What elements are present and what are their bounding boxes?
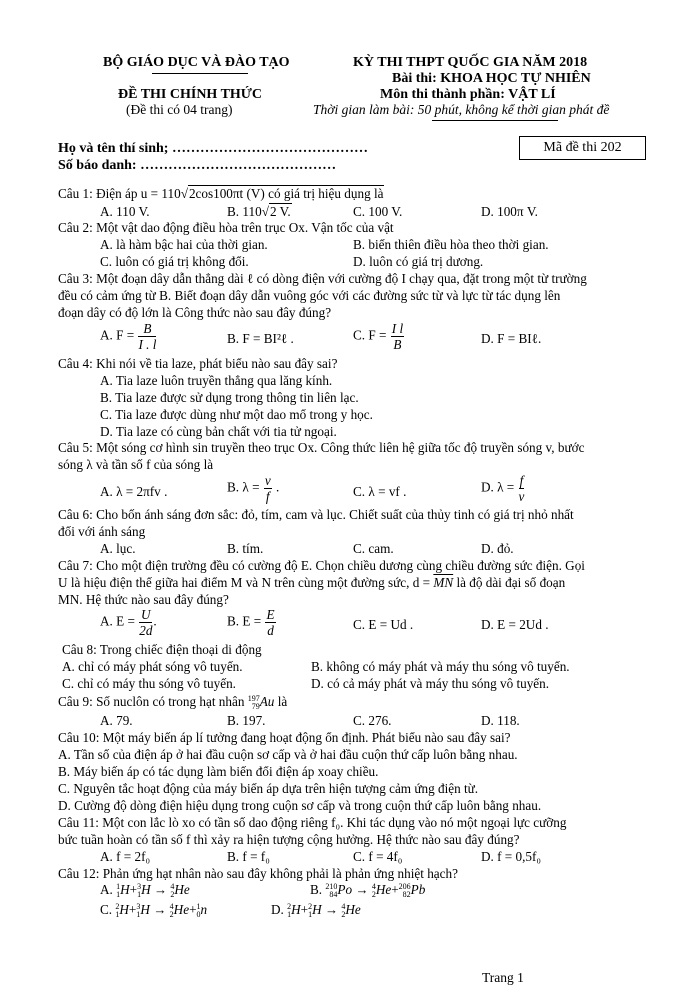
official-label: ĐỀ THI CHÍNH THỨC bbox=[118, 87, 263, 102]
q8-option-c: C. chỉ có máy thu sóng vô tuyến. bbox=[62, 676, 236, 691]
q10-option-a: A. Tần số của điện áp ở hai đầu cuộn sơ cấp và ở hai đầu cuộn thứ cấp luôn bằng nhau. bbox=[58, 747, 518, 762]
q6-option-d: D. đỏ. bbox=[481, 541, 514, 556]
q9-option-a: A. 79. bbox=[100, 713, 133, 728]
q12-option-c: C. 2 1 H+ 3 1 H → 4 2 He+ 1 0 n bbox=[100, 901, 208, 919]
q4-option-d: D. Tia laze có cùng bản chất với tia tử ngoại. bbox=[100, 424, 337, 439]
q10-option-c: C. Nguyên tắc hoạt động của máy biến áp dựa trên hiện tượng cảm ứng điện từ. bbox=[58, 781, 479, 796]
q12-stem: Câu 12: Phản ứng hạt nhân nào sau đây không phải là phản ứng nhiệt hạch? bbox=[58, 866, 458, 881]
ministry-name: BỘ GIÁO DỤC VÀ ĐÀO TẠO bbox=[103, 55, 290, 70]
q8-option-b: B. không có máy phát và máy thu sóng vô tuyến. bbox=[311, 659, 570, 674]
q1-option-c: C. 100 V. bbox=[353, 204, 403, 219]
q10-stem: Câu 10: Một máy biến áp lí tưởng đang hoạt động ổn định. Phát biểu nào sau đây sai? bbox=[58, 730, 511, 745]
q5-line-2: sóng λ và tần số f của sóng là bbox=[58, 457, 214, 472]
q7-option-d: D. E = 2Ud . bbox=[481, 617, 549, 632]
student-id-field: Số báo danh: …………………………………… bbox=[58, 158, 337, 173]
q7-option-c: C. E = Ud . bbox=[353, 617, 414, 632]
exam-code: Mã đề thi 202 bbox=[543, 140, 622, 155]
q7-option-b: B. E = $\frac{E}{d}$ bbox=[227, 607, 275, 639]
q11-option-d: D. f = 0,5f₀ bbox=[481, 849, 542, 864]
q3-option-b: B. F = BI²ℓ . bbox=[227, 331, 294, 346]
q10-option-d: D. Cường độ dòng điện hiệu dụng trong cuộn sơ cấp và trong cuộn thứ cấp luôn bằng nhau. bbox=[58, 798, 542, 813]
q5-option-c: C. λ = vf . bbox=[353, 484, 407, 499]
q7-line-3: MN. Hệ thức nào sau đây đúng? bbox=[58, 592, 229, 607]
q12-option-b: B. 210 84 Po → 4 2 He+ 206 82 Pb bbox=[310, 881, 426, 899]
q1-stem: Câu 1: Điện áp u = 110√2cos100πt (V) có giá trị hiệu dụng là bbox=[58, 186, 384, 201]
q9-option-b: B. 197. bbox=[227, 713, 266, 728]
q3-option-d: D. F = BIℓ. bbox=[481, 331, 542, 346]
q5-option-b: B. λ = $\frac{v}{f}$ . bbox=[227, 473, 280, 505]
q11-option-a: A. f = 2f₀ bbox=[100, 849, 151, 864]
q8-option-d: D. có cả máy phát và máy thu sóng vô tuyến. bbox=[311, 676, 550, 691]
q6-line-2: đối với ánh sáng bbox=[58, 524, 146, 539]
q9-stem: Câu 9: Số nuclôn có trong hạt nhân 197 79 Au là bbox=[58, 693, 288, 711]
q7-option-a: A. E = $\frac{U}{2d}$ . bbox=[100, 607, 157, 639]
q4-option-a: A. Tia laze luôn truyền thẳng qua lăng kính. bbox=[100, 373, 333, 388]
q5-option-a: A. λ = 2πfv . bbox=[100, 484, 168, 499]
q1-option-d: D. 100π V. bbox=[481, 204, 538, 219]
exam-name: KỲ THI THPT QUỐC GIA NĂM 2018 bbox=[353, 55, 588, 70]
header-divider bbox=[152, 73, 248, 74]
q6-option-a: A. lục. bbox=[100, 541, 136, 556]
q12-option-d: D. 2 1 H+ 2 1 H → 4 2 He bbox=[271, 901, 361, 919]
q2-option-c: C. luôn có giá trị không đổi. bbox=[100, 254, 249, 269]
q2-option-a: A. là hàm bậc hai của thời gian. bbox=[100, 237, 268, 252]
student-name-field: Họ và tên thí sinh; …………………………………… bbox=[58, 141, 368, 156]
q3-line-2: đều có cảm ứng từ B. Biết đoạn dây dẫn vuông góc với các đường sức từ và lực từ tác dụng lên bbox=[58, 288, 561, 303]
q3-line-3: đoạn dây có độ lớn là Công thức nào sau đây đúng? bbox=[58, 305, 332, 320]
q8-option-a: A. chỉ có máy phát sóng vô tuyến. bbox=[62, 659, 243, 674]
header-divider-right bbox=[432, 120, 558, 121]
q9-option-c: C. 276. bbox=[353, 713, 392, 728]
q11-option-b: B. f = f₀ bbox=[227, 849, 270, 864]
q5-option-d: D. λ = $\frac{f}{v}$ bbox=[481, 473, 525, 505]
q8-stem: Câu 8: Trong chiếc điện thoại di động bbox=[62, 642, 262, 657]
q4-option-c: C. Tia laze được dùng như một dao mổ trong y học. bbox=[100, 407, 373, 422]
q4-stem: Câu 4: Khi nói về tia laze, phát biểu nào sau đây sai? bbox=[58, 356, 338, 371]
q6-option-c: C. cam. bbox=[353, 541, 394, 556]
q9-option-d: D. 118. bbox=[481, 713, 520, 728]
q11-line-1: Câu 11: Một con lắc lò xo có tần số dao động riêng f₀. Khi tác dụng vào nó một ngoại lực cưỡng bbox=[58, 815, 567, 830]
exam-subject: Bài thi: KHOA HỌC TỰ NHIÊN bbox=[392, 71, 591, 86]
q7-line-2: U là hiệu điện thế giữa hai điểm M và N trên cùng một đường sức, $d = \overline{MN}$ là độ dài đại số đoạn bbox=[58, 575, 566, 590]
q3-option-a: A. F = $\frac{B}{I . l}$ bbox=[100, 321, 157, 353]
q1-option-b: B. 110√2 V. bbox=[227, 204, 291, 219]
q10-option-b: B. Máy biến áp có tác dụng làm biến đổi điện áp xoay chiều. bbox=[58, 764, 379, 779]
q11-option-c: C. f = 4f₀ bbox=[353, 849, 403, 864]
page-number: Trang 1 bbox=[482, 970, 524, 985]
q7-line-1: Câu 7: Cho một điện trường đều có cường độ E. Chọn chiều dương cùng chiều đường sức điện. Gọi bbox=[58, 558, 585, 573]
q5-line-1: Câu 5: Một sóng cơ hình sin truyền theo trục Ox. Công thức liên hệ giữa tốc độ truyền sóng v, bước bbox=[58, 440, 585, 455]
q2-option-d: D. luôn có giá trị dương. bbox=[353, 254, 484, 269]
exam-time: Thời gian làm bài: 50 phút, không kể thời gian phát đề bbox=[313, 102, 610, 117]
gold-nucleus: 197 79 Au bbox=[247, 693, 275, 711]
q6-line-1: Câu 6: Cho bốn ánh sáng đơn sắc: đỏ, tím, cam và lục. Chiết suất của thủy tinh có giá trị nhỏ nhất bbox=[58, 507, 574, 522]
q11-line-2: bức tuần hoàn có tần số f thì xảy ra hiện tượng cộng hưởng. Hệ thức nào sau đây đúng? bbox=[58, 832, 520, 847]
page-count: (Đề thi có 04 trang) bbox=[126, 102, 233, 117]
q4-option-b: B. Tia laze được sử dụng trong thông tin liên lạc. bbox=[100, 390, 359, 405]
q3-option-c: C. F = $\frac{\text{I l}}{B}$ bbox=[353, 321, 404, 353]
exam-code-box bbox=[519, 136, 646, 160]
q1-option-a: A. 110 V. bbox=[100, 204, 150, 219]
q12-option-a: A. 1 1 H+ 3 1 H → 4 2 He bbox=[100, 881, 190, 899]
q2-stem: Câu 2: Một vật dao động điều hòa trên trục Ox. Vận tốc của vật bbox=[58, 220, 394, 235]
q3-line-1: Câu 3: Một đoạn dây dẫn thẳng dài ℓ có dòng điện với cường độ I chạy qua, đặt trong một từ trường bbox=[58, 271, 587, 286]
q2-option-b: B. biến thiên điều hòa theo thời gian. bbox=[353, 237, 549, 252]
q6-option-b: B. tím. bbox=[227, 541, 264, 556]
exam-component: Môn thi thành phần: VẬT LÍ bbox=[380, 87, 556, 102]
